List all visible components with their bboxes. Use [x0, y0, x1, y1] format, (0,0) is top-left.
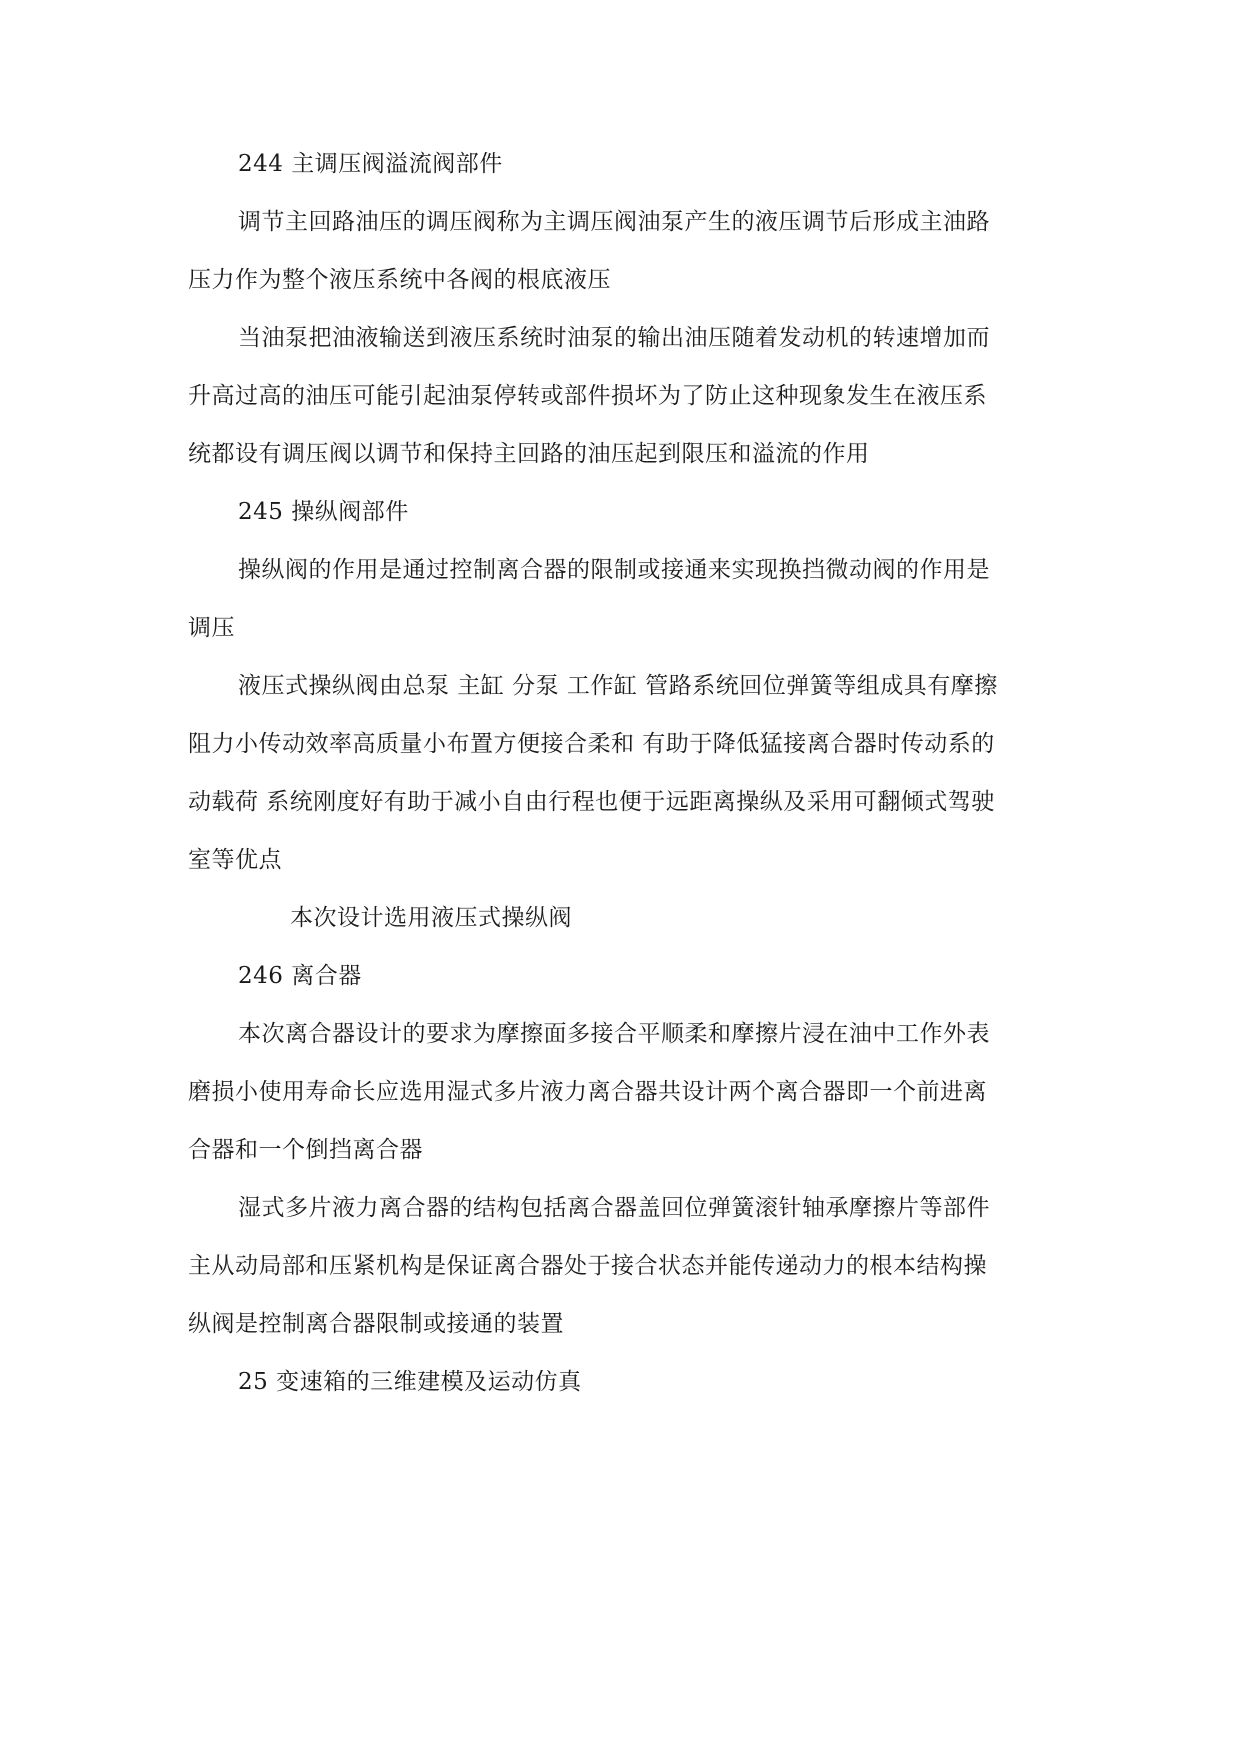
paragraph-line: 液压式操纵阀由总泵 主缸 分泵 工作缸 管路系统回位弹簧等组成具有摩擦 — [238, 673, 998, 699]
paragraph-line: 升高过高的油压可能引起油泵停转或部件损坏为了防止这种现象发生在液压系 — [188, 383, 987, 409]
paragraph-line: 阻力小传动效率高质量小布置方便接合柔和 有助于降低猛接离合器时传动系的 — [188, 731, 995, 757]
paragraph-line: 统都设有调压阀以调节和保持主回路的油压起到限压和溢流的作用 — [188, 441, 870, 467]
paragraph-line: 调节主回路油压的调压阀称为主调压阀油泵产生的液压调节后形成主油路 — [238, 209, 990, 235]
paragraph-line: 当油泵把油液输送到液压系统时油泵的输出油压随着发动机的转速增加而 — [238, 325, 990, 351]
paragraph-line: 湿式多片液力离合器的结构包括离合器盖回位弹簧滚针轴承摩擦片等部件 — [238, 1195, 990, 1221]
paragraph-line: 调压 — [188, 615, 235, 641]
paragraph-line: 主从动局部和压紧机构是保证离合器处于接合状态并能传递动力的根本结构操 — [188, 1253, 987, 1279]
paragraph-line: 本次设计选用液压式操纵阀 — [290, 905, 572, 931]
paragraph-line: 合器和一个倒挡离合器 — [188, 1137, 423, 1163]
paragraph-line: 室等优点 — [188, 847, 282, 873]
paragraph-line: 本次离合器设计的要求为摩擦面多接合平顺柔和摩擦片浸在油中工作外表 — [238, 1021, 990, 1047]
paragraph-line: 压力作为整个液压系统中各阀的根底液压 — [188, 267, 611, 293]
section-heading-25: 25 变速箱的三维建模及运动仿真 — [238, 1369, 582, 1395]
section-heading-244: 244 主调压阀溢流阀部件 — [238, 151, 503, 177]
section-heading-245: 245 操纵阀部件 — [238, 499, 409, 525]
section-heading-246: 246 离合器 — [238, 963, 362, 989]
paragraph-line: 动载荷 系统刚度好有助于减小自由行程也便于远距离操纵及采用可翻倾式驾驶 — [188, 789, 995, 815]
paragraph-line: 操纵阀的作用是通过控制离合器的限制或接通来实现换挡微动阀的作用是 — [238, 557, 990, 583]
paragraph-line: 磨损小使用寿命长应选用湿式多片液力离合器共设计两个离合器即一个前进离 — [188, 1079, 987, 1105]
paragraph-line: 纵阀是控制离合器限制或接通的装置 — [188, 1311, 564, 1337]
